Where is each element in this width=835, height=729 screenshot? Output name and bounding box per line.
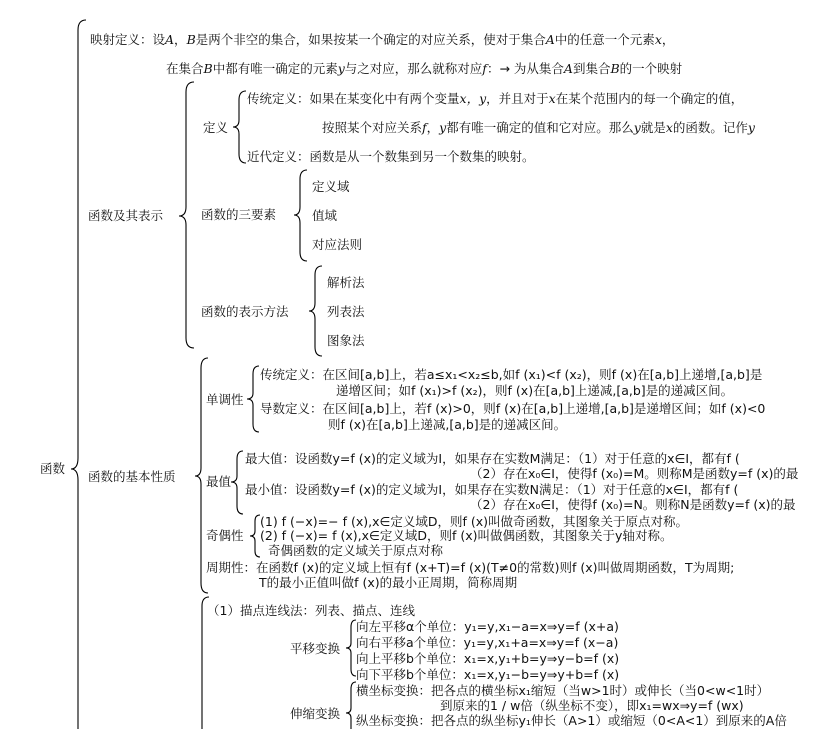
monotonicity-label: 单调性 bbox=[206, 392, 244, 407]
rep-graph: 图象法 bbox=[327, 333, 365, 348]
section1-label: 函数及其表示 bbox=[88, 208, 164, 223]
scaling-label: 伸缩变换 bbox=[290, 706, 341, 721]
scaling-line-3: 纵坐标变换：把各点的纵坐标y₁伸长（A>1）或缩短（0<A<1）到原来的A倍 bbox=[356, 713, 787, 728]
elements-brace bbox=[294, 170, 307, 261]
definition-brace bbox=[233, 91, 246, 163]
translation-down: 向下平移b个单位：x₁=x,y₁−b=y⇒y+b=f (x) bbox=[356, 667, 620, 682]
monotonicity-line-4: 则f (x)在[a,b]上递减,[a,b]是的递减区间。 bbox=[328, 417, 567, 432]
section1-brace bbox=[179, 82, 194, 348]
parity-line-1: (1) f (−x)=− f (x),x∈定义域D，则f (x)叫做奇函数，其图象关于原点对称。 bbox=[260, 514, 689, 529]
period-line-2: T的最小正值叫做f (x)的最小正周期，简称周期 bbox=[259, 575, 518, 590]
rep-table: 列表法 bbox=[327, 304, 365, 319]
traditional-definition-line-1: 传统定义：如果在某变化中有两个变量x，y，并且对于x在某个范围内的每一个确定的值， bbox=[247, 91, 744, 106]
parity-line-2: (2) f (−x)= f (x),x∈定义域D，则f (x)叫做偶函数，其图象关于y轴对称。 bbox=[260, 528, 673, 543]
mapping-line-1: 映射定义：设A，B是两个非空的集合，如果按某一个确定的对应关系，使对于集合A中的任意一个元素x， bbox=[90, 32, 675, 47]
scaling-brace bbox=[346, 682, 356, 729]
point-method: （1）描点连线法：列表、描点、连线 bbox=[207, 603, 415, 618]
translation-left: 向左平移α个单位：y₁=y,x₁−a=x⇒y=f (x+a) bbox=[356, 619, 619, 634]
monotonicity-line-1: 传统定义：在区间[a,b]上，若a≤x₁<x₂≤b,如f (x₁)<f (x₂)，则f (x)在[a,b]上递增,[a,b]是 bbox=[260, 367, 763, 382]
section2-label: 函数的基本性质 bbox=[88, 469, 176, 484]
modern-definition: 近代定义：函数是从一个数集到另一个数集的映射。 bbox=[247, 149, 535, 164]
representations-brace bbox=[309, 266, 322, 356]
parity-line-3: 奇偶函数的定义域关于原点对称 bbox=[268, 543, 444, 558]
scaling-line-1: 横坐标变换：把各点的横坐标x₁缩短（当w>1时）或伸长（当0<w<1时） bbox=[356, 683, 770, 698]
extremum-label: 最值 bbox=[206, 474, 232, 489]
monotonicity-line-3: 导数定义：在区间[a,b]上，若f (x)>0，则f (x)在[a,b]上递增,[a,b]是递增区间；如f (x)<0 bbox=[260, 401, 766, 416]
period-line-1: 周期性：在函数f (x)的定义域上恒有f (x+T)=f (x)(T≠0的常数)则f (x)叫做周期函数，T为周期; bbox=[206, 560, 735, 575]
parity-label: 奇偶性 bbox=[206, 528, 244, 543]
translation-brace bbox=[346, 620, 356, 676]
element-domain: 定义域 bbox=[312, 179, 350, 194]
mapping-line-2: 在集合B中都有唯一确定的元素y与之对应，那么就称对应f：→ 为从集合A到集合B的一个映射 bbox=[166, 61, 683, 76]
parity-brace bbox=[250, 515, 260, 557]
representations-label: 函数的表示方法 bbox=[201, 304, 289, 319]
translation-label: 平移变换 bbox=[290, 641, 341, 656]
traditional-definition-line-2: 按照某个对应关系f，y都有唯一确定的值和它对应。那么y就是x的函数。记作y bbox=[322, 120, 755, 135]
max-line-2: （2）存在x₀∈I，使得f (x₀)=M。则称M是函数y=f (x)的最 bbox=[470, 466, 799, 481]
rep-analytic: 解析法 bbox=[327, 275, 365, 290]
root-brace bbox=[71, 20, 86, 729]
root-label: 函数 bbox=[40, 461, 66, 476]
scaling-line-2: 到原来的1 / w倍（纵坐标不变），即x₁=wx⇒y=f (wx) bbox=[440, 698, 744, 713]
definition-label: 定义 bbox=[203, 120, 229, 135]
element-rule: 对应法则 bbox=[312, 237, 363, 252]
monotonicity-line-2: 递增区间；如f (x₁)>f (x₂)，则f (x)在[a,b]上递减,[a,b]是的递减区间。 bbox=[336, 383, 734, 398]
max-line-1: 最大值：设函数y=f (x)的定义域为I，如果存在实数M满足：（1）对于任意的x∈I，都有f ( bbox=[245, 451, 740, 466]
translation-right: 向右平移a个单位：y₁=y,x₁+a=x⇒y=f (x−a) bbox=[356, 635, 619, 650]
translation-up: 向上平移b个单位：x₁=x,y₁+b=y⇒y−b=f (x) bbox=[356, 651, 620, 666]
monotonicity-brace bbox=[247, 366, 259, 432]
min-line-2: （2）存在x₀∈I，使得f (x₀)=N。则称N是函数y=f (x)的最 bbox=[470, 497, 796, 512]
extremum-brace bbox=[231, 451, 243, 514]
element-range: 值域 bbox=[312, 208, 338, 223]
three-elements-label: 函数的三要素 bbox=[201, 207, 277, 222]
min-line-1: 最小值：设函数y=f (x)的定义域为I，如果存在实数N满足：（1）对于任意的x∈I，都有f ( bbox=[245, 482, 739, 497]
